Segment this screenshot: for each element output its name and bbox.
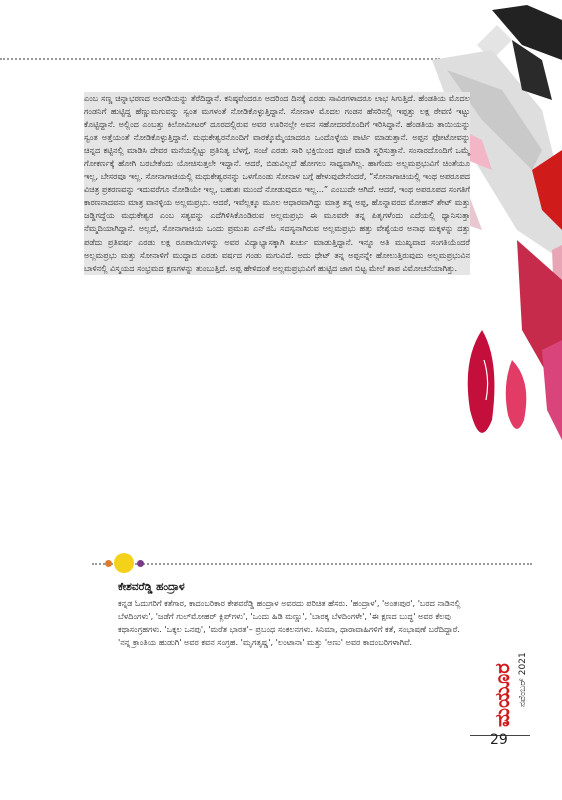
magazine-side-label: [490, 645, 530, 735]
magazine-name: ಮಯೂರ: [490, 663, 514, 727]
divider-dotted-line: [92, 563, 532, 565]
author-name: ಕೇಶವರೆಡ್ಡಿ ಹಂದ್ರಾಳ: [118, 581, 185, 593]
top-dotted-rule: [0, 58, 440, 60]
article-body: [84, 92, 470, 275]
yellow-dot-icon: [114, 553, 134, 573]
issue-month: ನವೆಂಬರ್ 2021: [518, 652, 528, 707]
author-bio: ಕನ್ನಡ ಓದುಗರಿಗೆ ಕತೆಗಾರ, ಕಾದಂಬರಿಕಾರ ಕೇಶವರೆಡ್ಡಿ ಹಂದ್ರಾಳ ಅವರದು ಪರಿಚಿತ ಹೆಸರು. 'ಹಂದ್ರಾಳ', 'ಅಂತಃಪುರ', 'ಬರದ ನಾಡಿನಲ್ಲಿ ಬೆಳದಿಂಗಳು', 'ಜಡೆಗೆ ಗುಲ್‌ಮೋಹರ್ ಕ್ಲಿಪ್‌ಗಳು', 'ಒಂದು ಹಿಡಿ ಮಣ್ಣು', 'ಬಾರಕ್ಕ ಬೆಳದಿಂಗಳೇ', 'ಈ ಕ್ಷಣದ ಬುದ್ಧ' ಅವರ ಕೆಲವು ಕಥಾಸಂಗ್ರಹಗಳು. 'ಒಕ್ಕಲ ಒನಪು', 'ಮರೆತ ಭಾರತ'– ಪ್ರಬಂಧ ಸಂಕಲನಗಳು. ಸಿನಿಮಾ, ಧಾರಾವಾಹಿಗಳಿಗೆ ಕತೆ, ಸಂಭಾಷಣೆ ಬರೆದಿದ್ದಾರೆ. 'ನನ್ನ ಕ್ರಾಂತಿಯ ಹುಡುಗಿ' ಅವರ ಕವನ ಸಂಗ್ರಹ. 'ಮೃಗತೃಷ್ಣ', 'ಲಂಟಾನಾ' ಮತ್ತು 'ಅಣು' ಅವರ ಕಾದಂಬರಿಗಳಾಗಿವೆ.: [118, 598, 461, 648]
section-divider: [92, 555, 532, 571]
orange-dot-icon: [105, 560, 112, 567]
purple-dot-icon: [137, 560, 144, 567]
article-paragraph: ಎಂಬ ಸಣ್ಣ ಚಿನ್ನಾಭರಣದ ಅಂಗಡಿಯನ್ನು ತೆರೆದಿದ್ದಾನೆ. ಕನಿಷ್ಠವೆಂದರೂ ಅದರಿಂದ ದಿನಕ್ಕೆ ಎರಡು ಸಾವಿರಗಳಾದರೂ ಲಾಭ ಸಿಗುತ್ತಿದೆ. ಹೆಂಡತಿಯ ಮೊದಲ ಗಂಡನಿಗೆ ಹುಟ್ಟಿದ್ದ ಹೆಣ್ಣುಮಗುವನ್ನು ಸ್ವಂತ ಮಗಳಂತೆ ನೋಡಿಕೊಳ್ಳುತ್ತಿದ್ದಾನೆ. ಸೋನಾಳ ಮೊದಲ ಗಂಡನ ಹೆಸರಿನಲ್ಲಿ ಇಪ್ಪತ್ತು ಲಕ್ಷ ಠೇವಣಿ ಇಟ್ಟು ಕೊಟ್ಟಿದ್ದಾನೆ. ಅಲ್ಲಿಂದ ಎಂಬತ್ತು ಕಿಲೋಮೀಟರ್ ದೂರದಲ್ಲಿರುವ ಅವರ ಊರಿನಲ್ಲೇ ಅವನ ಸಹೋದರರೊಂದಿಗೆ ಇರಿಸಿದ್ದಾನೆ. ಹೆಂಡತಿಯ ತಾಯಿಯನ್ನು ಸ್ವಂತ ಅತ್ತೆಯಂತೆ ನೋಡಿಕೊಳ್ಳುತ್ತಿದ್ದಾನೆ. ಮಧುಕೇಶ್ವರನೊಂದಿಗೆ ವಾರಕ್ಕೊಮ್ಮೆಯಾದರೂ ಒಂದೊಳ್ಳೆಯ ಪಾರ್ಟಿ ಮಾಡುತ್ತಾನೆ. ಅಪ್ಪನ ಫೋಟೋವನ್ನು ಚಿನ್ನದ ಕಟ್ಟಿನಲ್ಲಿ ಮಾಡಿಸಿ ದೇವರ ಮನೆಯಲ್ಲಿಟ್ಟು ಪ್ರತಿನಿತ್ಯ ಬೆಳಗ್ಗೆ, ಸಂಜೆ ಎರಡು ಸಾರಿ ಭಕ್ತಿಯಿಂದ ಪೂಜೆ ಮಾಡಿ ಸ್ಮರಿಸುತ್ತಾನೆ. ಸಂಸಾರದೊಂದಿಗೆ ಒಮ್ಮೆ ಗೋಕರ್ಣಕ್ಕೆ ಹೋಗಿ ಬರಬೇಕೆಂದು ಯೋಚಿಸುತ್ತಲೇ ಇದ್ದಾನೆ. ಆದರೆ, ಬಿಡುವಿಲ್ಲದೆ ಹೋಗಲು ಸಾಧ್ಯವಾಗಿಲ್ಲ. ಹಾಗೆಂದು ಅಲ್ಲಮಪ್ರಭುವಿಗೆ ಚಿಂತೆಯೂ ಇಲ್ಲ, ಬೇಸರವೂ ಇಲ್ಲ. ಸೋನಾಗಾಚಿಯಲ್ಲಿ ಮಧುಕೇಶ್ವರನನ್ನು ಒಳಗೊಂಡು ಸೋನಾಳ ಬಗ್ಗೆ ಹೇಳುವುದೇನೆಂದರೆ, “ಸೋನಾಗಾಚಿಯಲ್ಲಿ ಇಂಥ ಅಪರೂಪದ ವಿಚಿತ್ರ ಪ್ರಕರಣವನ್ನು ಇದುವರೆಗೂ ನೋಡಿಯೇ ಇಲ್ಲ, ಬಹುಶಃ ಮುಂದೆ ನೋಡುವುದೂ ಇಲ್ಲ...” ಎಂಬುದೇ ಆಗಿದೆ. ಆದರೆ, ಇಂಥ ಅಪರೂಪದ ಸಂಗತಿಗೆ ಕಾರಣನಾದವನು ಮಾತ್ರ ವಾನಳ್ಳಿಯ ಅಲ್ಲಮಪ್ರಭು. ಆದರೆ, ಇವೆಲ್ಲಕ್ಕೂ ಮೂಲ ಆಧಾರವಾಗಿದ್ದು ಮಾತ್ರ ತನ್ನ ಅಪ್ಪ, ಹೊನ್ನಾವರದ ಮೋಹನ್ ಶೇಟ್ ಮತ್ತು ಜಡ್ಡಿಗದ್ದೆಯ ಮಧುಕೇಶ್ವರ ಎಂಬ ಸತ್ಯವನ್ನು ಎದೆಗಿಳಿಸಿಕೊಂಡಿರುವ ಅಲ್ಲಮಪ್ರಭು ಈ ಮೂವರೇ ತನ್ನ ಪಿತೃಗಳೆಂದು ಎದೆಯಲ್ಲಿ ಧ್ಯಾನಿಸುತ್ತಾ ನೆಮ್ಮದಿಯಾಗಿದ್ದಾನೆ. ಅಲ್ಲದೆ, ಸೋನಾಗಾಚಿಯ ಒಂದು ಪ್ರಮುಖ ಎನ್‌ಜಿಓ ಸದಸ್ಯನಾಗಿರುವ ಅಲ್ಲಮಪ್ರಭು ಹತ್ತು ವೇಶ್ಯೆಯರ ಅನಾಥ ಮಕ್ಕಳನ್ನು ದತ್ತು ಪಡೆದು ಪ್ರತಿವರ್ಷ ಎರಡು ಲಕ್ಷ ರೂಪಾಯಿಗಳನ್ನು ಅವರ ವಿದ್ಯಾಭ್ಯಾಸಕ್ಕಾಗಿ ಖರ್ಚು ಮಾಡುತ್ತಿದ್ದಾನೆ. ಇನ್ನೂ ಅತಿ ಮುಖ್ಯವಾದ ಸಂಗತಿಯೆಂದರೆ ಅಲ್ಲಮಪ್ರಭು ಮತ್ತು ಸೋನಾಳಿಗೆ ಮುದ್ದಾದ ಎರಡು ವರ್ಷದ ಗಂಡು ಮಗುವಿದೆ. ಅದು ಥೇಟ್ ತನ್ನ ಅಪ್ಪನನ್ನೇ ಹೋಲುತ್ತಿರುವುದು ಅಲ್ಲಮಪ್ರಭುವಿನ ಬಾಳಿನಲ್ಲಿ ವಿಸ್ಮಯದ ಸಂಭ್ರಮದ ಕ್ಷಣಗಳನ್ನು ತುಂಬುತ್ತಿದೆ. ಅಪ್ಪ ಹೇಳಿದಂತೆ ಅಲ್ಲಮಪ್ರಭುವಿಗೆ ಹುಟ್ಟಿದ ಜಾಗ ಬಿಟ್ಟ ಮೇಲೆ ಶಾಪ ವಿಮೋಚನೆಯಾಗಿತ್ತು.: [84, 93, 470, 273]
page-number: 29: [490, 732, 508, 748]
